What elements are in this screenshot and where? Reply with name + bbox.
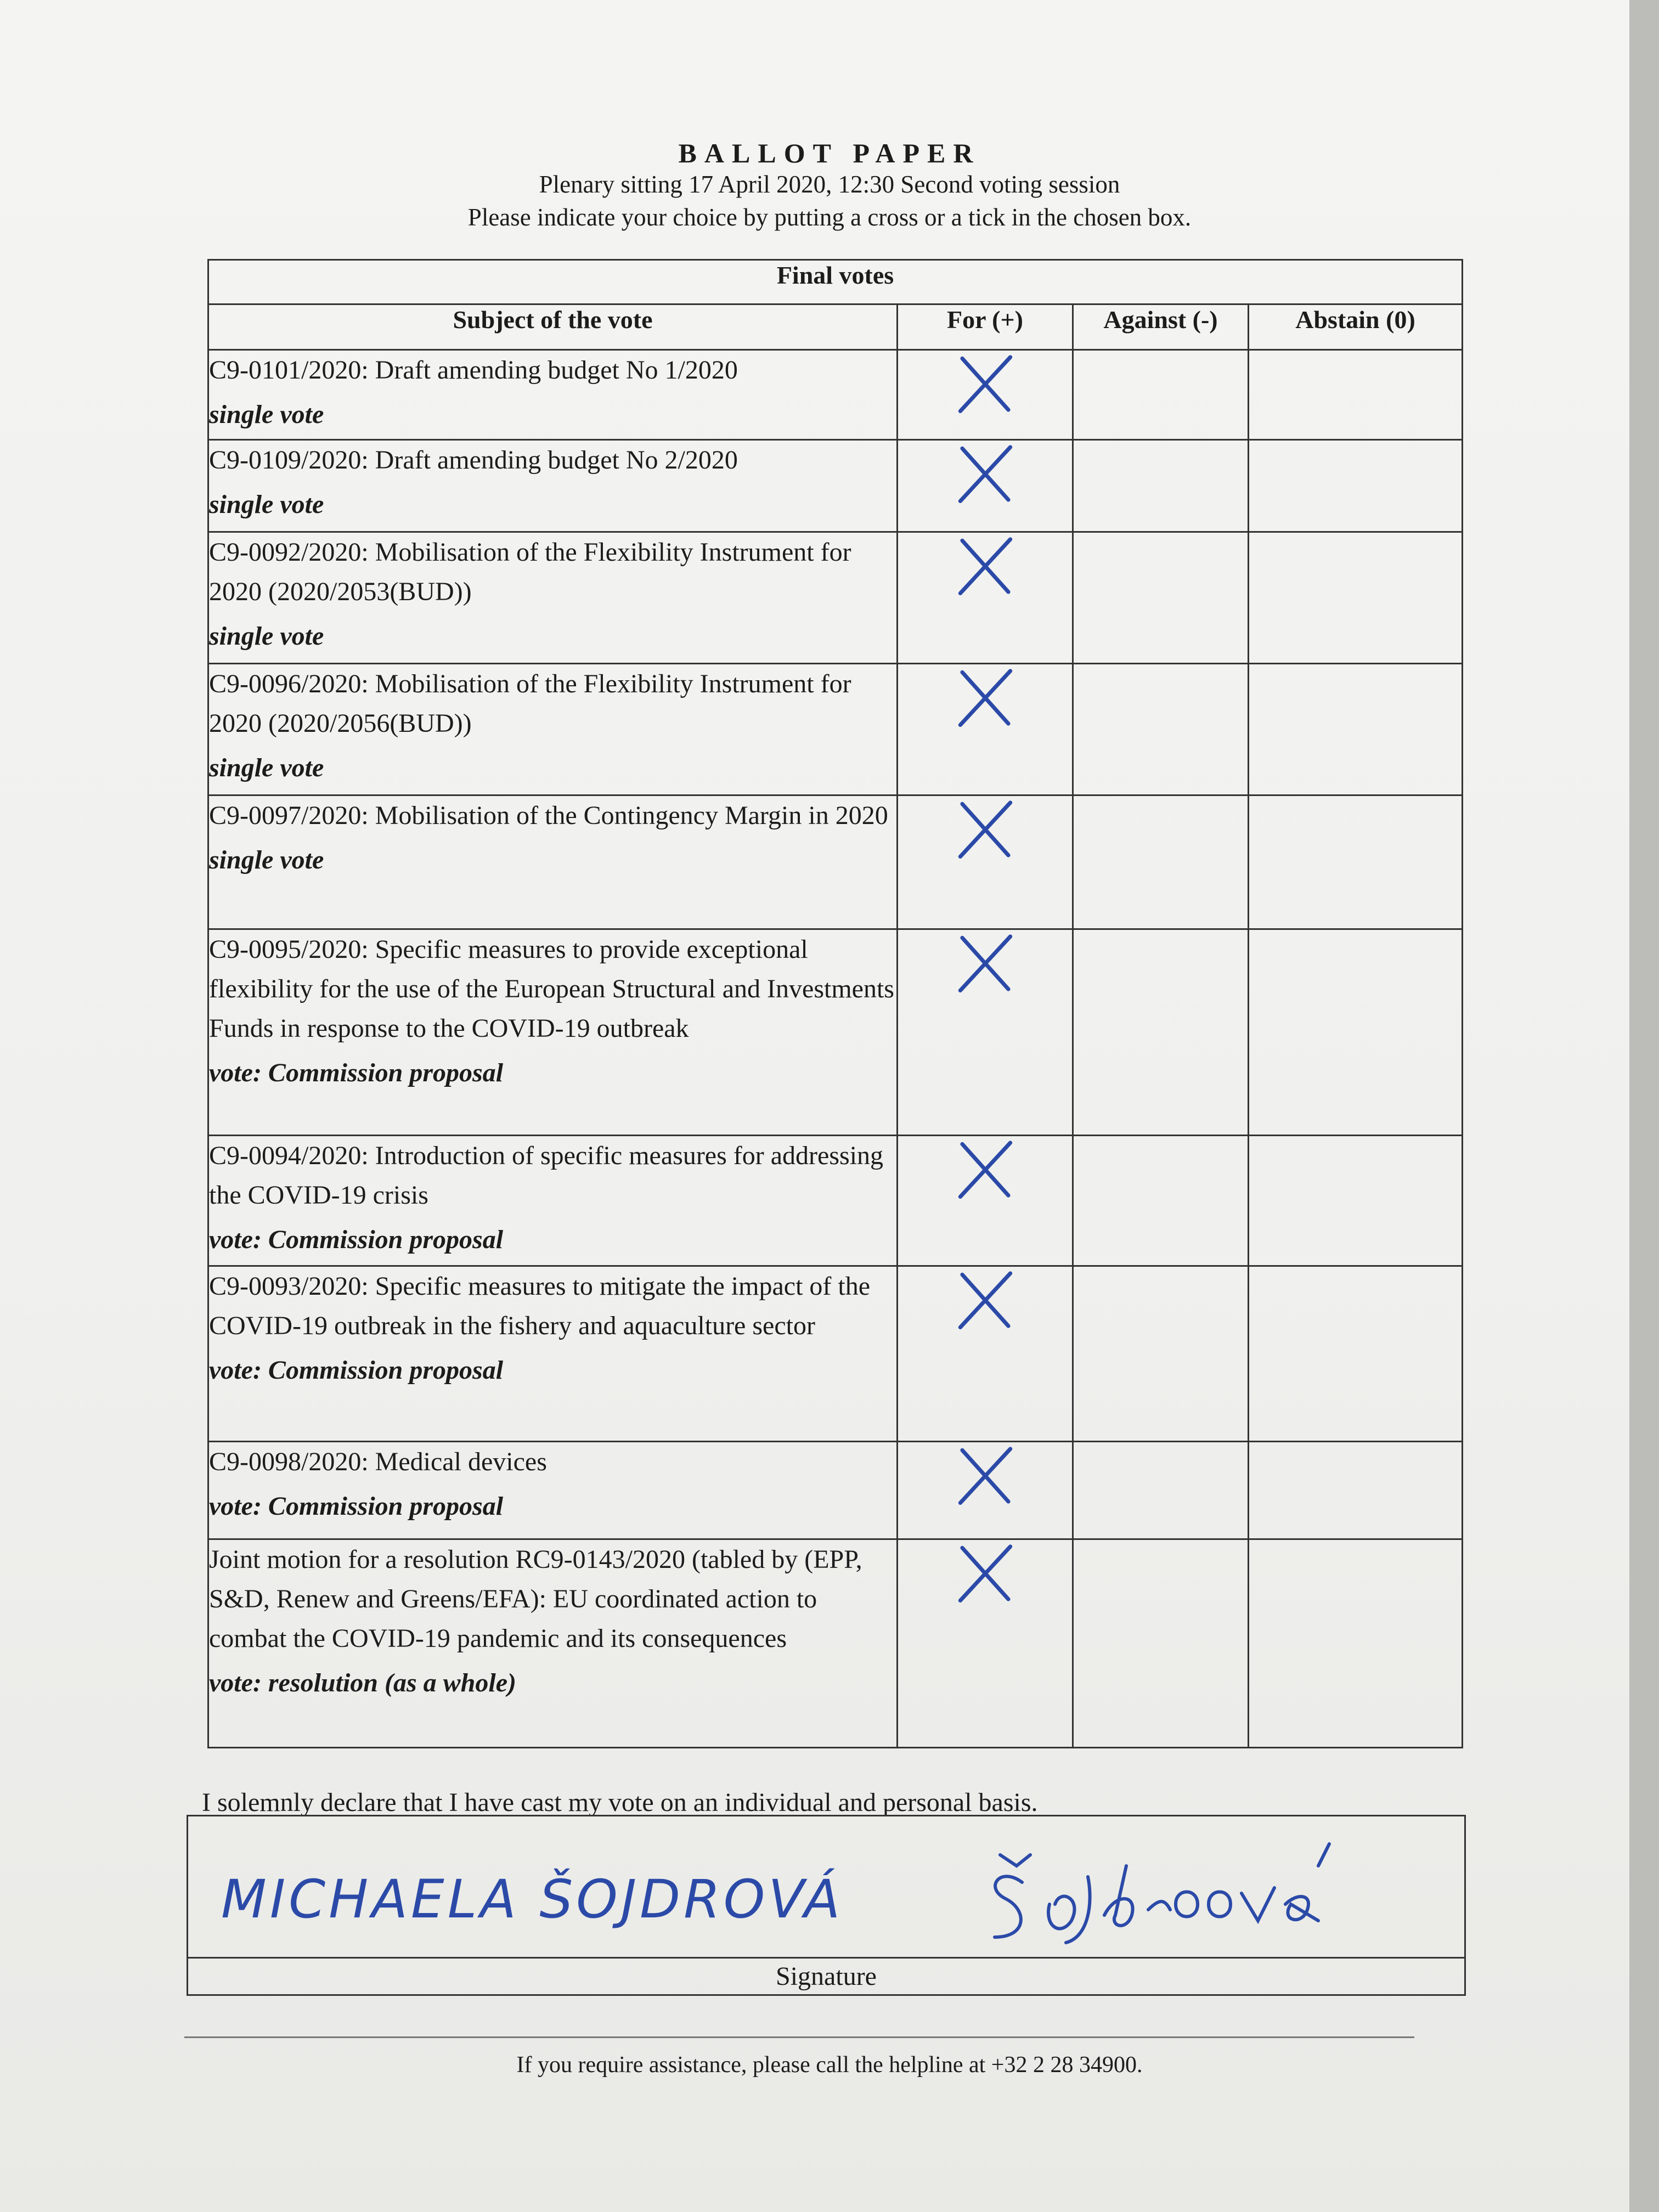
for-box[interactable] xyxy=(898,1539,1073,1748)
against-box[interactable] xyxy=(1073,1442,1249,1539)
vote-subject-text: C9-0094/2020: Introduction of specific measures for addressing the COVID-19 crisis xyxy=(209,1141,884,1210)
vote-row xyxy=(208,1539,1463,1748)
vote-subject-text: C9-0097/2020: Mobilisation of the Contingency Margin in 2020 xyxy=(209,801,888,830)
vote-subject-text: C9-0101/2020: Draft amending budget No 1/2020 xyxy=(209,356,738,385)
for-box[interactable] xyxy=(898,1136,1073,1266)
vote-subject-text: Joint motion for a resolution RC9-0143/2020 (tabled by (EPP, S&D, Renew and Greens/EFA): EU coordinated action to combat the COVID-19 pandemic and its consequences xyxy=(209,1545,862,1653)
for-box[interactable] xyxy=(898,664,1073,795)
vote-row xyxy=(208,350,1463,440)
for-box[interactable] xyxy=(898,532,1073,664)
cross-mark-icon xyxy=(952,1540,1018,1606)
abstain-box[interactable] xyxy=(1249,1539,1463,1748)
abstain-box[interactable] xyxy=(1249,350,1463,440)
against-box[interactable] xyxy=(1073,929,1249,1136)
abstain-box[interactable] xyxy=(1249,795,1463,929)
abstain-box[interactable] xyxy=(1249,929,1463,1136)
vote-type: single vote xyxy=(209,400,324,429)
vote-type: vote: Commission proposal xyxy=(209,1492,504,1521)
column-header-subject: Subject of the vote xyxy=(208,304,898,350)
for-box[interactable] xyxy=(898,1442,1073,1539)
vote-subject xyxy=(208,664,898,795)
abstain-box[interactable] xyxy=(1249,1136,1463,1266)
cross-mark-icon xyxy=(952,1267,1018,1333)
for-box[interactable] xyxy=(898,1266,1073,1442)
vote-type: vote: resolution (as a whole) xyxy=(209,1668,516,1697)
vote-row xyxy=(208,1136,1463,1266)
against-box[interactable] xyxy=(1073,664,1249,795)
abstain-box[interactable] xyxy=(1249,664,1463,795)
cross-mark-icon xyxy=(952,351,1018,416)
ballot-title: BALLOT PAPER xyxy=(678,138,981,168)
final-votes-heading: Final votes xyxy=(208,260,1463,304)
against-box[interactable] xyxy=(1073,350,1249,440)
against-box[interactable] xyxy=(1073,1266,1249,1442)
vote-row xyxy=(208,664,1463,795)
vote-type: vote: Commission proposal xyxy=(209,1225,504,1254)
footer-divider xyxy=(184,2036,1414,2038)
vote-subject-text: C9-0109/2020: Draft amending budget No 2/2020 xyxy=(209,445,738,475)
column-header-abstain: Abstain (0) xyxy=(1249,304,1463,350)
vote-row xyxy=(208,532,1463,664)
column-header-against: Against (-) xyxy=(1073,304,1249,350)
against-box[interactable] xyxy=(1073,532,1249,664)
cross-mark-icon xyxy=(952,441,1018,506)
abstain-box[interactable] xyxy=(1249,1266,1463,1442)
vote-subject-text: C9-0096/2020: Mobilisation of the Flexibility Instrument for 2020 (2020/2056(BUD)) xyxy=(209,669,851,738)
vote-subject xyxy=(208,795,898,929)
vote-type: single vote xyxy=(209,753,324,782)
vote-subject-text: C9-0093/2020: Specific measures to mitigate the impact of the COVID-19 outbreak in the fishery and aquaculture sector xyxy=(209,1272,871,1340)
for-box[interactable] xyxy=(898,795,1073,929)
cross-mark-icon xyxy=(952,664,1018,730)
vote-type: single vote xyxy=(209,490,324,519)
vote-subject xyxy=(208,532,898,664)
vote-subject xyxy=(208,440,898,532)
against-box[interactable] xyxy=(1073,1539,1249,1748)
vote-type: single vote xyxy=(209,845,324,874)
session-subtitle: Plenary sitting 17 April 2020, 12:30 Second voting session xyxy=(539,171,1120,198)
printed-name: MICHAELA ŠOJDROVÁ xyxy=(221,1869,844,1930)
instructions: Please indicate your choice by putting a cross or a tick in the chosen box. xyxy=(467,204,1192,231)
vote-subject xyxy=(208,350,898,440)
vote-row xyxy=(208,1442,1463,1539)
vote-subject xyxy=(208,1539,898,1748)
against-box[interactable] xyxy=(1073,440,1249,532)
vote-type: vote: Commission proposal xyxy=(209,1058,504,1087)
votes-table xyxy=(207,259,1463,1748)
cross-mark-icon xyxy=(952,930,1018,996)
vote-subject-text: C9-0098/2020: Medical devices xyxy=(209,1447,547,1476)
cross-mark-icon xyxy=(952,1442,1018,1508)
vote-subject xyxy=(208,929,898,1136)
vote-type: single vote xyxy=(209,622,324,651)
vote-row xyxy=(208,795,1463,929)
handwritten-signature xyxy=(956,1833,1340,1954)
declaration-text: I solemnly declare that I have cast my vote on an individual and personal basis. xyxy=(202,1788,1038,1817)
for-box[interactable] xyxy=(898,929,1073,1136)
abstain-box[interactable] xyxy=(1249,1442,1463,1539)
vote-subject-text: C9-0092/2020: Mobilisation of the Flexibility Instrument for 2020 (2020/2053(BUD)) xyxy=(209,538,851,606)
vote-row xyxy=(208,929,1463,1136)
vote-row xyxy=(208,1266,1463,1442)
abstain-box[interactable] xyxy=(1249,440,1463,532)
abstain-box[interactable] xyxy=(1249,532,1463,664)
vote-subject-text: C9-0095/2020: Specific measures to provide exceptional flexibility for the use of the European Structural and Investments Funds in response to the COVID-19 outbreak xyxy=(209,935,894,1043)
vote-type: vote: Commission proposal xyxy=(209,1356,504,1385)
vote-subject xyxy=(208,1136,898,1266)
for-box[interactable] xyxy=(898,350,1073,440)
cross-mark-icon xyxy=(952,796,1018,862)
for-box[interactable] xyxy=(898,440,1073,532)
signature-box[interactable] xyxy=(187,1815,1466,1959)
helpline-text: If you require assistance, please call the helpline at +32 2 28 34900. xyxy=(516,2052,1143,2078)
vote-subject xyxy=(208,1442,898,1539)
cross-mark-icon xyxy=(952,533,1018,599)
vote-subject xyxy=(208,1266,898,1442)
column-header-for: For (+) xyxy=(898,304,1073,350)
against-box[interactable] xyxy=(1073,795,1249,929)
vote-row xyxy=(208,440,1463,532)
cross-mark-icon xyxy=(952,1136,1018,1202)
signature-label: Signature xyxy=(187,1959,1466,1996)
against-box[interactable] xyxy=(1073,1136,1249,1266)
